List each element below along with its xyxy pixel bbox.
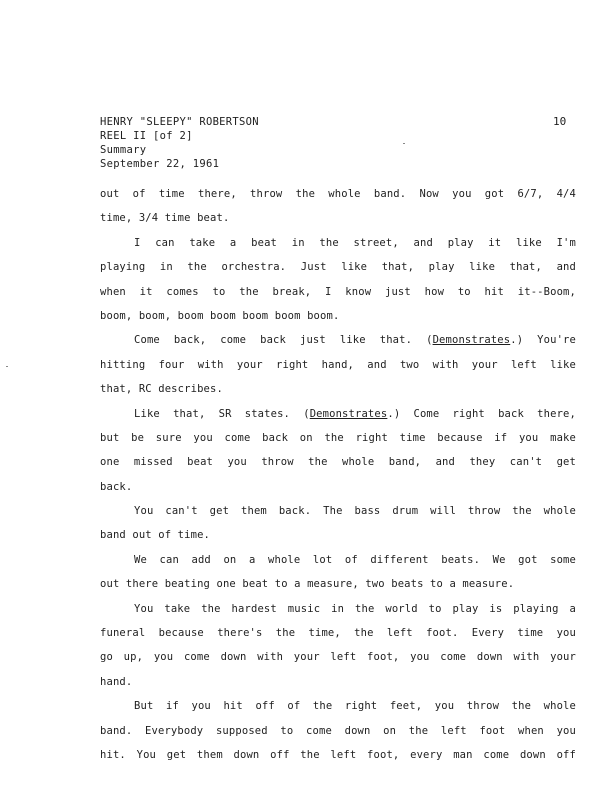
text-line: but be sure you come back on the right time because if you make [100,431,576,444]
text-line: playing in the orchestra. Just like that, play like that, and [100,261,576,274]
text-line: But if you hit off of the right feet, you throw the whole [134,700,576,713]
paragraph [100,402,576,500]
underlined-word: Demonstrates [432,334,511,347]
transcript-body [100,182,576,767]
text-line: back. [100,480,133,493]
text-line: that, RC describes. [100,383,223,396]
paragraph [100,499,576,548]
scan-speck [6,366,8,367]
text-line: funeral because there's the time, the left foot. Every time you [100,627,576,640]
text-line: We can add on a whole lot of different beats. We got some [134,553,576,566]
paragraph [100,328,576,401]
text-line: when it comes to the break, I know just how to hit it--Boom, [100,285,576,298]
document-header [100,115,259,171]
paragraph [100,231,576,329]
text-line: You can't get them back. The bass drum will throw the whole [134,505,576,518]
text-line: band. Everybody supposed to come down on the left foot when you [100,724,576,737]
underlined-word: Demonstrates [309,407,388,420]
header-reel: REEL II [of 2] [100,130,193,142]
paragraph [100,597,576,695]
paragraph [100,548,576,597]
text-line: out there beating one beat to a measure, two beats to a measure. [100,578,515,591]
paragraph [100,182,576,231]
text-line: hit. You get them down off the left foot, every man come down off [100,748,576,761]
paragraph [100,694,576,767]
header-type: Summary [100,144,147,156]
text-line: hand. [100,675,133,688]
text-line: hitting four with your right hand, and two with your left like [100,358,576,371]
text-line: band out of time. [100,529,211,542]
text-line: Come back, come back just like that. (Demonstrates.) You're [134,334,576,347]
header-interviewee: HENRY "SLEEPY" ROBERTSON [100,116,259,128]
text-line: You take the hardest music in the world to play is playing a [134,602,576,615]
text-line: time, 3/4 time beat. [100,212,230,225]
text-line: go up, you come down with your left foot, you come down with your [100,651,576,664]
text-line: out of time there, throw the whole band. Now you got 6/7, 4/4 [100,188,576,200]
text-line: one missed beat you throw the whole band, and they can't get [100,456,576,469]
text-line: I can take a beat in the street, and play it like I'm [134,236,576,249]
scan-speck [403,143,405,144]
text-line: boom, boom, boom boom boom boom boom. [100,309,340,322]
header-date: September 22, 1961 [100,158,220,170]
text-line: Like that, SR states. (Demonstrates.) Come right back there, [134,407,576,420]
page-number: 10 [553,115,567,128]
